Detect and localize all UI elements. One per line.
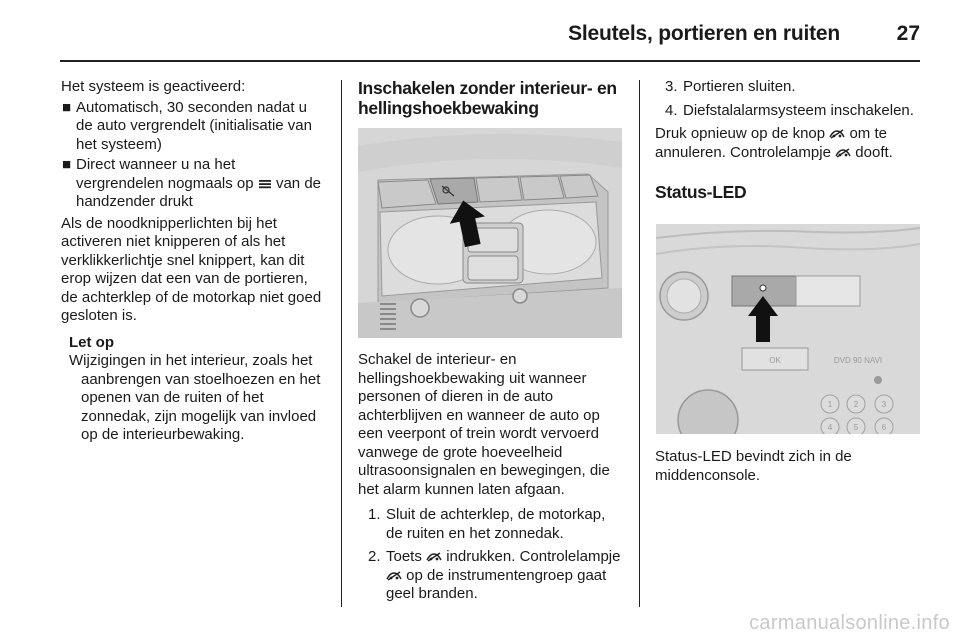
middle-column — [358, 78, 624, 118]
keypad-key: 2 — [853, 400, 859, 409]
step-item — [655, 102, 923, 121]
cancel-text: dooft. — [855, 143, 893, 161]
disable-monitoring-paragraph: Schakel de interieur- en hellingshoekbewaking uit wanneer personen of dieren in de auto achterblijven en wanneer de auto op een veerpont of trein wordt vervoerd vanwege de grote hoeveelheid ultrasoonsignalen en bewegingen, die het alarm kunnen laten afgaan. — [358, 351, 610, 498]
overhead-console-illustration — [358, 128, 622, 338]
note-box — [61, 334, 326, 445]
left-column — [61, 78, 326, 445]
bullet-text: Direct wanneer u na het vergrendelen nogmaals op — [76, 156, 254, 192]
section-heading-disable-monitoring: Inschakelen zonder interieur- en hellingshoekbewaking — [358, 78, 617, 118]
bullet-marker: ■ — [62, 156, 72, 173]
right-column — [655, 78, 923, 202]
activation-intro: Het systeem is geactiveerd: — [61, 78, 246, 95]
column-divider-right — [639, 80, 640, 607]
bullet-text: van de handzender drukt — [76, 174, 322, 210]
step-item — [358, 548, 624, 604]
step-text: Sluit de achterklep, de motorkap, de ruiten en het zonnedak. — [386, 506, 606, 542]
step-text: Diefstalalarmsysteem inschakelen. — [683, 101, 914, 119]
chapter-title: Sleutels, portieren en ruiten — [568, 22, 840, 45]
middle-column-body — [358, 351, 624, 604]
step-number: 1. — [368, 506, 381, 523]
watermark: carmanualsonline.info — [749, 612, 950, 634]
status-led-caption: Status-LED bevindt zich in de middenconsole. — [655, 448, 852, 484]
step-number: 4. — [665, 101, 678, 119]
header-divider — [60, 60, 920, 62]
dvd-navi-label: DVD 90 NAVI — [833, 356, 883, 365]
step-text: Toets — [386, 548, 422, 565]
keypad-key: 5 — [853, 423, 859, 432]
note-heading: Let op — [69, 333, 114, 351]
keypad-key: 6 — [881, 423, 887, 432]
bullet-text: Automatisch, 30 seconden nadat u de auto vergrendelt (initialisatie van het systeem) — [76, 98, 312, 153]
step-item — [655, 78, 923, 97]
hazard-light-paragraph: Als de noodknipperlichten bij het activeren niet knipperen of als het verklikkerlichtje snel knippert, kan dit erop wijzen dat een van de portieren, de achterklep of de motorkap niet goed gesloten is. — [61, 214, 322, 324]
cancel-text: Druk opnieuw op de knop — [655, 125, 826, 142]
note-body: Wijzigingen in het interieur, zoals het aanbrengen van stoelhoezen en het openen van de ruiten of het zonnedak, zijn mogelijk van invloed op de interieurbewaking. — [69, 352, 321, 443]
cancel-paragraph — [655, 125, 923, 162]
overhead-console-figure — [358, 128, 622, 338]
interior-monitoring-off-icon — [829, 129, 845, 139]
step-number: 2. — [368, 548, 381, 565]
bullet-marker: ■ — [62, 98, 72, 116]
bullet-item — [61, 156, 326, 212]
keypad-key: 3 — [881, 400, 887, 409]
keypad-key: 1 — [827, 400, 833, 409]
bullet-item — [61, 99, 326, 155]
lock-button-icon — [258, 179, 272, 189]
step-number: 3. — [665, 78, 678, 95]
step-text: indrukken. Controlelampje — [446, 548, 621, 565]
right-column-caption — [655, 448, 919, 485]
page-number: 27 — [896, 22, 920, 45]
step-text: Portieren sluiten. — [683, 78, 796, 95]
keypad-key: 4 — [827, 423, 833, 432]
column-divider-left — [341, 80, 342, 607]
ok-button-label: OK — [769, 356, 781, 365]
step-item — [358, 506, 624, 543]
section-heading-status-led: Status-LED — [655, 182, 747, 202]
cancel-text: om te annuleren. Controlelampje — [655, 125, 887, 161]
interior-monitoring-off-icon — [386, 571, 402, 581]
step-text: op de instrumentengroep gaat geel branden. — [386, 566, 607, 602]
interior-monitoring-off-icon — [835, 148, 851, 158]
center-console-illustration — [656, 224, 920, 434]
center-console-figure — [656, 224, 920, 434]
interior-monitoring-off-icon — [426, 552, 442, 562]
